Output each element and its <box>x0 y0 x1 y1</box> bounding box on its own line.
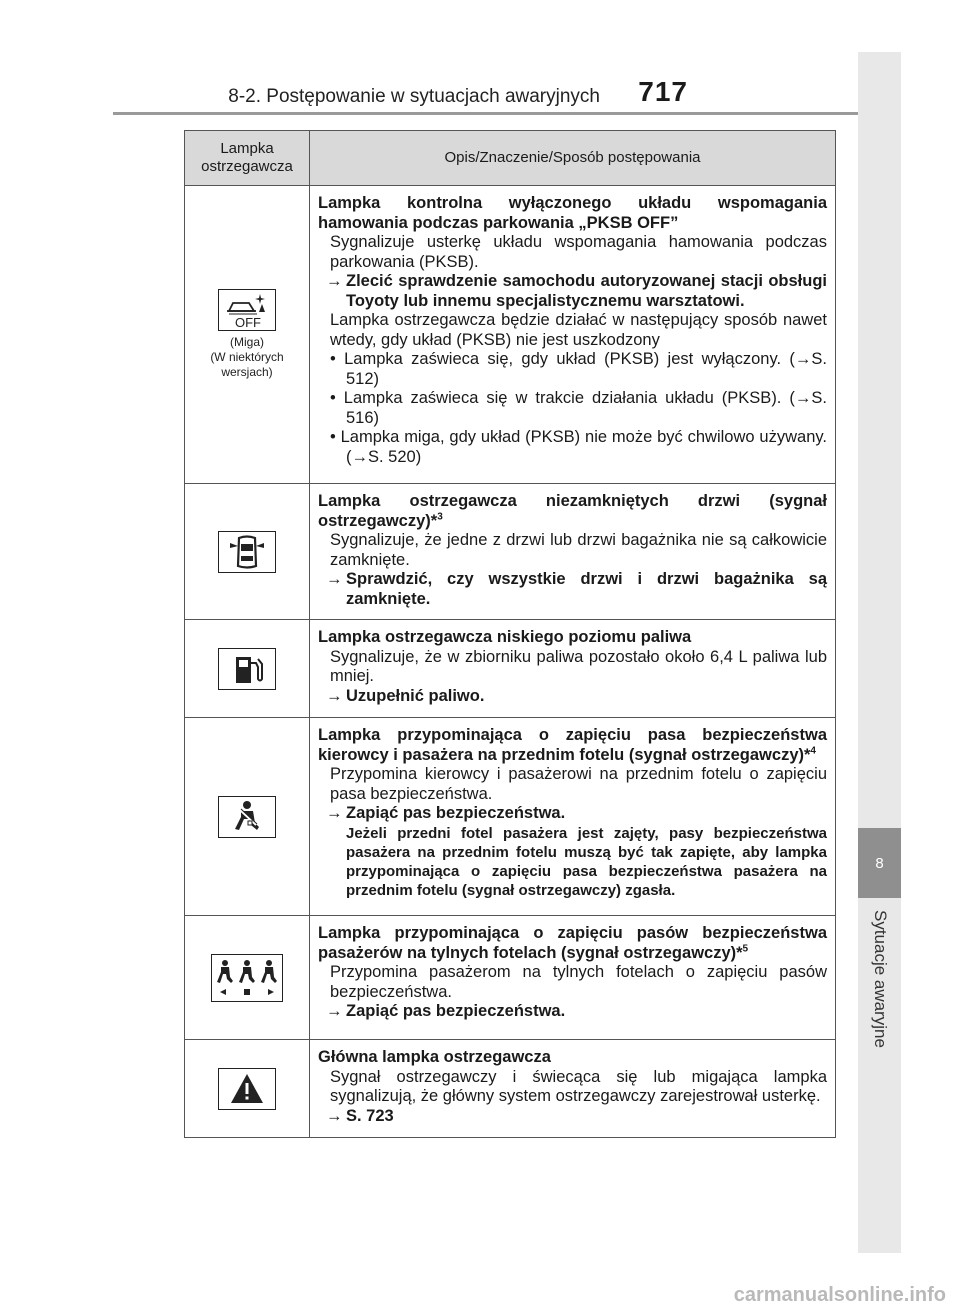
pksb-off-icon <box>218 289 276 331</box>
table-row <box>185 186 836 484</box>
door-desc: Sygnalizuje, że jedne z drzwi lub drzwi bagażnika nie są całkowicie zamknięte. <box>330 531 827 569</box>
fuel-action: → Uzupełnić paliwo. <box>326 686 485 705</box>
table-row <box>185 718 836 916</box>
front-belt-action: → Zapiąć pas bezpieczeństwa. <box>326 804 566 822</box>
table-row <box>185 620 836 718</box>
table-row <box>185 916 836 1040</box>
rear-belt-action: → Zapiąć pas bezpieczeństwa. <box>326 1002 566 1020</box>
pksb-bullet-3: • Lampka miga, gdy układ (PKSB) nie może być chwilowo używany. (→S. 520) <box>330 428 827 466</box>
description-cell <box>310 916 836 1040</box>
description-cell <box>310 484 836 620</box>
master-title: Główna lampka ostrzegawcza <box>318 1048 551 1066</box>
lamp-cell <box>185 186 310 484</box>
open-door-icon <box>218 531 276 573</box>
lamp-cell <box>185 1040 310 1138</box>
table-header-row <box>185 131 836 186</box>
door-title: Lampka ostrzegawcza niezamkniętych drzwi (sygnał ostrzegawczy)*$^3$ <box>318 492 827 530</box>
pksb-bullet-1: • Lampka zaświeca się, gdy układ (PKSB) jest wyłączony. (→S. 512) <box>330 350 827 388</box>
col-header-lamp: Lampka ostrzegawcza <box>185 131 310 186</box>
front-belt-title: Lampka przypominająca o zapięciu pasa bezpieczeństwa kierowcy i pasażera na przednim fotelu (sygnał ostrzegawczy)*$^4$ <box>318 726 827 764</box>
rear-seatbelts-icon <box>211 954 283 1002</box>
header-rule <box>113 112 858 115</box>
rear-belt-title: Lampka przypominająca o zapięciu pasów bezpieczeństwa pasażerów na tylnych fotelach (sygnał ostrzegawczy)*$^5$ <box>318 924 827 962</box>
pksb-bullet-2: • Lampka zaświeca się w trakcie działania układu (PKSB). (→S. 516) <box>330 389 827 427</box>
master-action: → S. 723 <box>326 1106 394 1125</box>
chapter-label <box>858 910 901 1070</box>
fuel-pump-icon <box>218 648 276 690</box>
pksb-title: Lampka kontrolna wyłączonego układu wspomagania hamowania podczas parkowania „PKSB OFF” <box>318 194 827 232</box>
chapter-label-text: Sytuacje awaryjne <box>870 910 890 1048</box>
description-cell <box>310 186 836 484</box>
watermark: carmanualsonline.info <box>733 1284 946 1306</box>
lamp-cell <box>185 484 310 620</box>
fuel-title: Lampka ostrzegawcza niskiego poziomu paliwa <box>318 628 692 646</box>
chapter-side-tab <box>858 52 901 1253</box>
table-row <box>185 1040 836 1138</box>
pksb-desc: Sygnalizuje usterkę układu wspomagania hamowania podczas parkowania (PKSB). <box>330 233 827 271</box>
table-row <box>185 484 836 620</box>
door-action: → Sprawdzić, czy wszystkie drzwi i drzwi bagażnika są zamknięte. <box>326 570 827 608</box>
lamp-cell <box>185 916 310 1040</box>
svg-text:OFF: OFF <box>235 315 261 330</box>
master-warning-icon <box>218 1068 276 1110</box>
description-cell <box>310 620 836 718</box>
section-title: 8-2. Postępowanie w sytuacjach awaryjnych <box>228 86 600 107</box>
seatbelt-icon <box>218 796 276 838</box>
pksb-note-versions: (W niektórych wersjach) <box>210 350 284 379</box>
chapter-number: 8 <box>858 828 901 898</box>
page-header <box>0 72 800 112</box>
pksb-note-blink: (Miga) <box>229 335 264 349</box>
front-belt-note: Jeżeli przedni fotel pasażera jest zajęty, pasy bezpieczeństwa pasażera na przednim fotelu muszą być tak zapięte, aby lampka przypominająca o zapięciu pasa bezpieczeństwa pasażera na przednim fotelu (sygnał ostrzegawczy) zgasła. <box>346 824 827 899</box>
front-belt-desc: Przypomina kierowcy i pasażerowi na przednim fotelu o zapięciu pasa bezpieczeństwa. <box>330 765 827 803</box>
description-cell <box>310 718 836 916</box>
lamp-cell <box>185 620 310 718</box>
pksb-action: → Zlecić sprawdzenie samochodu autoryzowanej stacji obsługi Toyoty lub innemu specjalistycznemu warsztatowi. <box>326 272 827 310</box>
col-header-desc: Opis/Znaczenie/Sposób postępowania <box>310 131 836 186</box>
master-desc: Sygnał ostrzegawczy i świecąca się lub migająca lampka sygnalizują, że główny system ostrzegawczy zarejestrował usterkę. <box>330 1067 827 1105</box>
fuel-desc: Sygnalizuje, że w zbiorniku paliwa pozostało około 6,4 L paliwa lub mniej. <box>330 647 827 685</box>
description-cell <box>310 1040 836 1138</box>
page-number: 717 <box>638 76 688 107</box>
rear-belt-desc: Przypomina pasażerom na tylnych fotelach o zapięciu pasów bezpieczeństwa. <box>330 963 827 1001</box>
pksb-desc-2: Lampka ostrzegawcza będzie działać w następujący sposób nawet wtedy, gdy układ (PKSB) nie jest uszkodzony <box>330 311 827 349</box>
lamp-cell <box>185 718 310 916</box>
warning-lamps-table <box>184 130 836 1138</box>
